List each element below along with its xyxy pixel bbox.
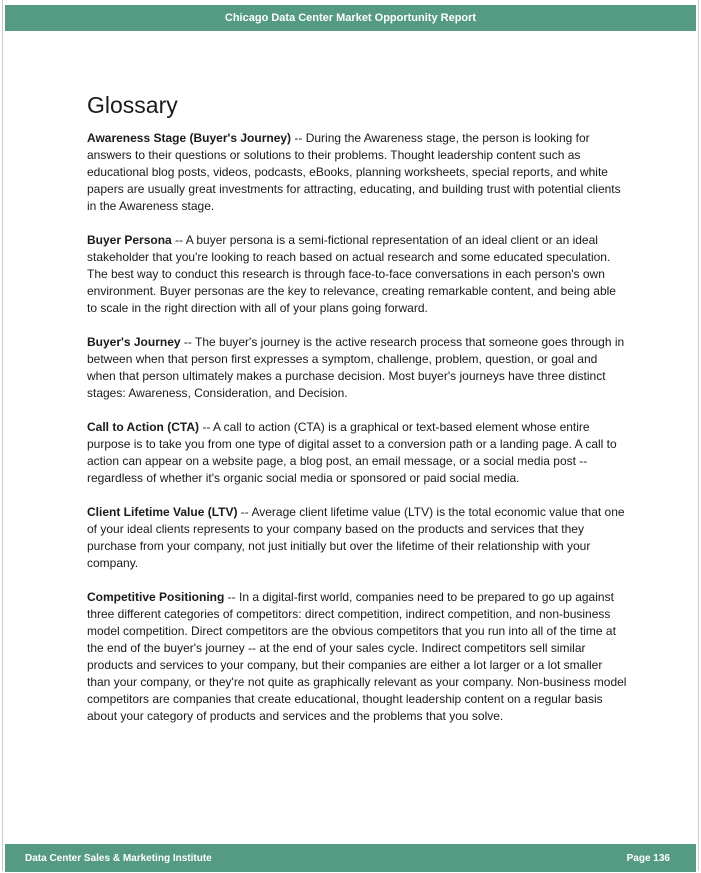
glossary-definition: -- A call to action (CTA) is a graphical or text-based element whose entire purpose is to take you from one type of digital asset to a conversion path or a landing page. A call to action can appear on a website page, a blog post, an email message, or a social media post -- regardless of whether it's organic social media or sponsored or paid social media.	[87, 420, 617, 485]
glossary-term: Client Lifetime Value (LTV)	[87, 505, 238, 519]
glossary-list	[87, 130, 627, 742]
page-title: Glossary	[87, 92, 178, 118]
glossary-term: Buyer Persona	[87, 233, 172, 247]
document-page	[2, 0, 699, 871]
glossary-entry	[87, 589, 627, 725]
footer-bar	[5, 844, 696, 872]
glossary-definition: -- In a digital-first world, companies need to be prepared to go up against three different categories of competitors: direct competition, indirect competition, and non-business model competition. Direct competitors are the obvious competitors that you run into all of the time at the end of the buyer's journey -- at the end of your sales cycle. Indirect competitors sell similar products and services to your company, but their companies are either a lot larger or a lot smaller than your company, or they're not quite as graphically relevant as your company. Non-business model competitors are companies that create educational, thought leadership content on a regular basis about your category of products and services and the problems that you solve.	[87, 590, 627, 723]
glossary-definition: -- A buyer persona is a semi-fictional representation of an ideal client or an ideal stakeholder that you're looking to reach based on actual research and some educated speculation. The best way to conduct this research is through face-to-face conversations in each person's own environment. Buyer personas are the key to relevance, creating remarkable content, and being able to scale in the right direction with all of your plans going forward.	[87, 233, 616, 315]
footer-organization: Data Center Sales & Marketing Institute	[25, 852, 212, 864]
glossary-term: Buyer's Journey	[87, 335, 181, 349]
glossary-entry	[87, 334, 627, 402]
glossary-definition: -- Average client lifetime value (LTV) is the total economic value that one of your ideal clients represents to your company based on the products and services that they purchase from your company, not just initially but over the lifetime of their relationship with your company.	[87, 505, 625, 570]
glossary-term: Competitive Positioning	[87, 590, 225, 604]
page-number: Page 136	[626, 852, 670, 864]
glossary-entry	[87, 130, 627, 215]
glossary-term: Awareness Stage (Buyer's Journey)	[87, 131, 292, 145]
glossary-entry	[87, 232, 627, 317]
glossary-definition: -- The buyer's journey is the active research process that someone goes through in between when that person first expresses a symptom, challenge, problem, question, or goal and when that person ultimately makes a purchase decision. Most buyer's journeys have three distinct stages: Awareness, Consideration, and Decision.	[87, 335, 625, 400]
glossary-term: Call to Action (CTA)	[87, 420, 199, 434]
glossary-entry	[87, 504, 627, 572]
header-bar	[5, 5, 696, 31]
report-title: Chicago Data Center Market Opportunity Report	[224, 12, 477, 24]
glossary-entry	[87, 419, 627, 487]
glossary-definition: -- During the Awareness stage, the person is looking for answers to their questions or solutions to their problems. Thought leadership content such as educational blog posts, videos, podcasts, eBooks, planning worksheets, special reports, and white papers are usually great investments for attracting, educating, and building trust with potential clients in the Awareness stage.	[87, 131, 621, 213]
